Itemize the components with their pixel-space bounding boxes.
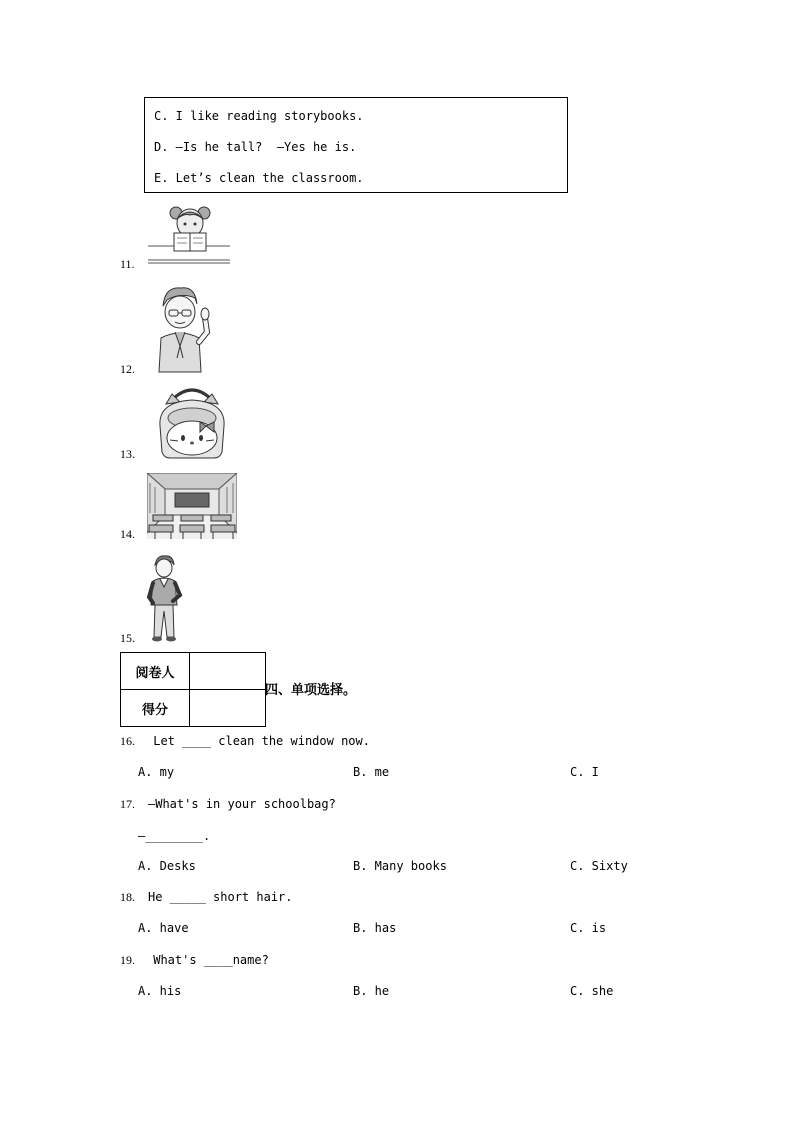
question-18-number: 18. bbox=[120, 890, 135, 904]
question-16-stem: Let ____ clean the window now. bbox=[146, 734, 370, 748]
question-19-option-b[interactable]: B. he bbox=[353, 984, 390, 998]
item-12-number: 12. bbox=[120, 362, 135, 376]
question-19-stem: What's ____name? bbox=[146, 953, 269, 967]
question-16-number: 16. bbox=[120, 734, 135, 748]
question-19-option-c[interactable]: C. she bbox=[570, 984, 614, 998]
option-e: E. Let’s clean the classroom. bbox=[154, 171, 364, 185]
option-d: D. —Is he tall? —Yes he is. bbox=[154, 140, 357, 154]
question-17-stem: —What's in your schoolbag? bbox=[148, 797, 336, 811]
question-17-option-c[interactable]: C. Sixty bbox=[570, 859, 628, 873]
question-19-number: 19. bbox=[120, 953, 135, 967]
question-18-option-c[interactable]: C. is bbox=[570, 921, 607, 935]
score-label: 得分 bbox=[121, 690, 190, 727]
score-table bbox=[120, 652, 266, 727]
question-18-stem: He _____ short hair. bbox=[148, 890, 293, 904]
question-16-option-a[interactable]: A. my bbox=[138, 765, 175, 779]
girl-reading-book-icon bbox=[146, 203, 232, 267]
reviewer-label: 阅卷人 bbox=[121, 653, 190, 690]
options-box bbox=[144, 97, 568, 193]
question-16-option-b[interactable]: B. me bbox=[353, 765, 390, 779]
question-18-option-b[interactable]: B. has bbox=[353, 921, 397, 935]
question-17-option-a[interactable]: A. Desks bbox=[138, 859, 196, 873]
boy-with-glasses-waving-icon bbox=[151, 284, 217, 374]
question-17-option-b[interactable]: B. Many books bbox=[353, 859, 447, 873]
option-c: C. I like reading storybooks. bbox=[154, 109, 364, 123]
score-cell[interactable] bbox=[189, 690, 265, 727]
question-17-number: 17. bbox=[120, 797, 135, 811]
classroom-icon bbox=[147, 473, 237, 539]
tall-boy-standing-icon bbox=[147, 555, 183, 643]
item-11-number: 11. bbox=[120, 257, 135, 271]
item-14-number: 14. bbox=[120, 527, 135, 541]
question-19-option-a[interactable]: A. his bbox=[138, 984, 182, 998]
section-title: 四、单项选择。 bbox=[265, 683, 357, 698]
reviewer-cell[interactable] bbox=[189, 653, 265, 690]
hello-kitty-schoolbag-icon bbox=[152, 386, 232, 462]
question-16-option-c[interactable]: C. I bbox=[570, 765, 599, 779]
question-18-option-a[interactable]: A. have bbox=[138, 921, 189, 935]
question-17-answer-line[interactable]: —________. bbox=[138, 829, 211, 843]
item-13-number: 13. bbox=[120, 447, 135, 461]
item-15-number: 15. bbox=[120, 631, 135, 645]
